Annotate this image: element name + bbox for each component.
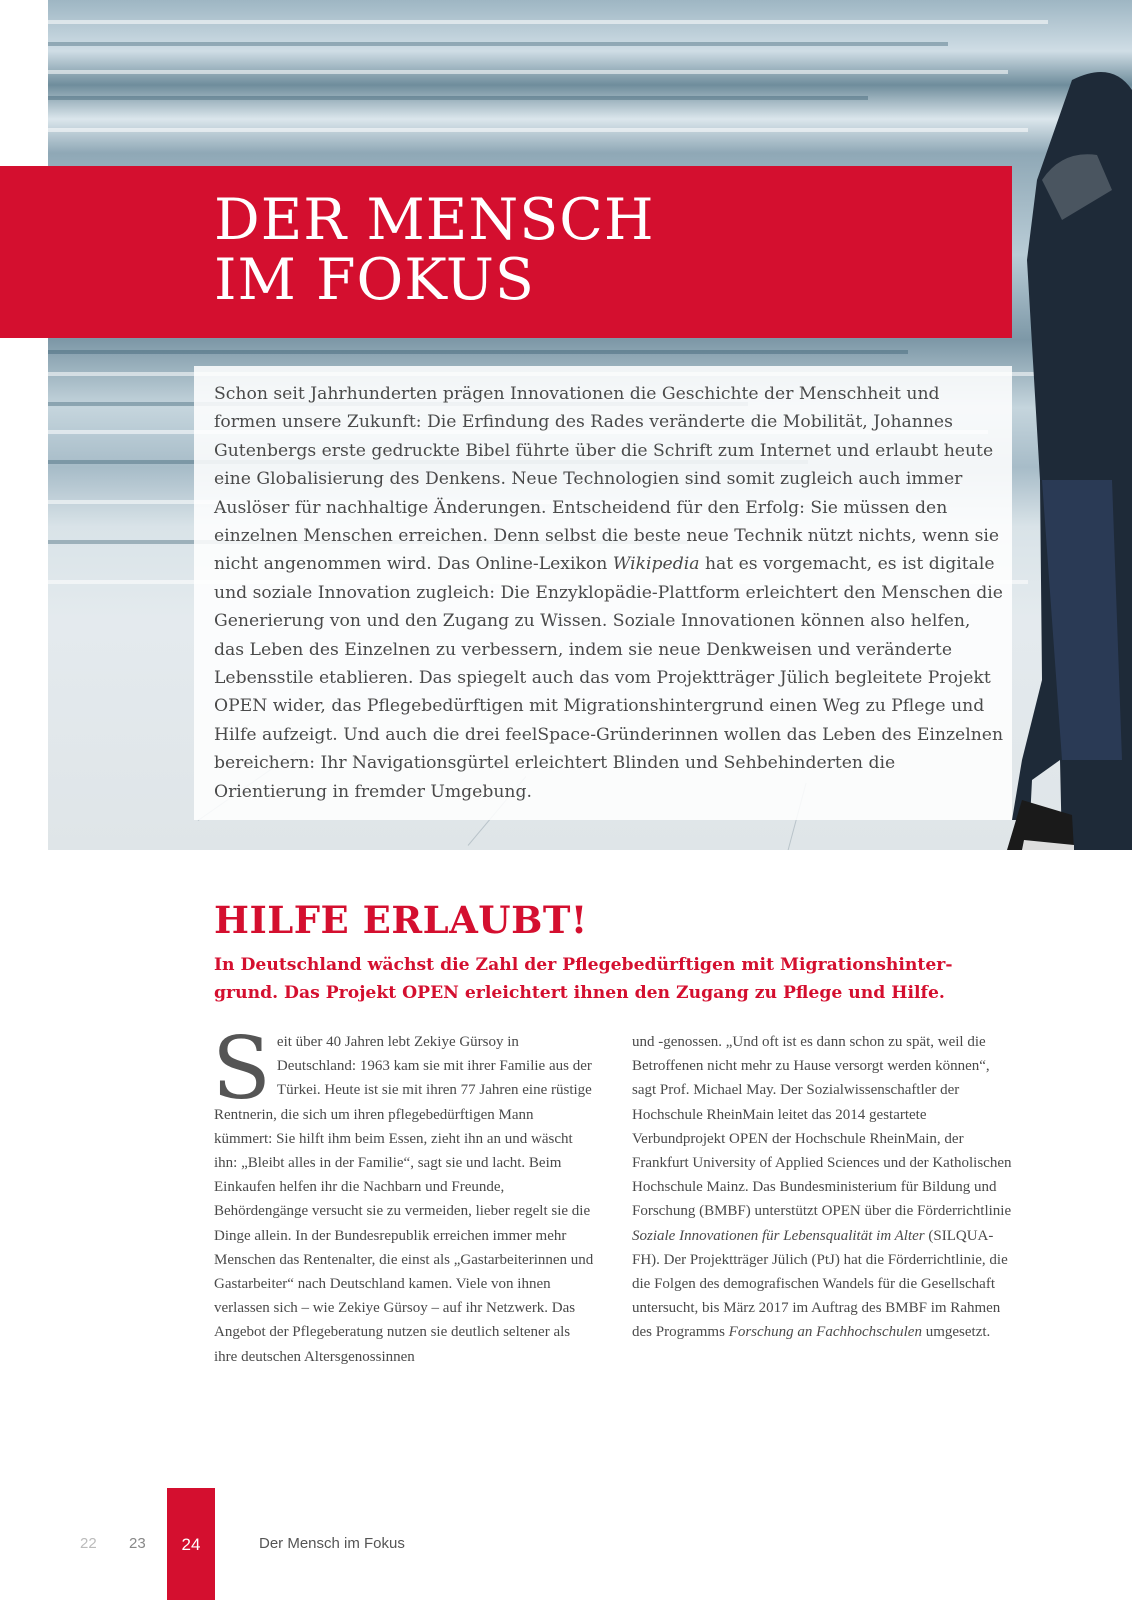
- motion-streak: [48, 70, 1008, 74]
- title-line-1: DER MENSCH: [214, 187, 655, 253]
- body-column-left: [212, 1019, 594, 1369]
- lead-line-1: In Deutschland wächst die Zahl der Pflegebedürftigen mit Migrationshinter-: [214, 955, 953, 975]
- body-italic-program: Forschung an Fachhochschulen: [728, 1324, 922, 1341]
- page-number-23[interactable]: 23: [129, 1535, 146, 1552]
- page-number-24: 24: [181, 1535, 201, 1554]
- page-number-22[interactable]: 22: [80, 1535, 97, 1552]
- article-title: HILFE ERLAUBT!: [214, 898, 588, 942]
- body-text-part: umgesetzt.: [921, 1324, 991, 1341]
- lead-line-2: grund. Das Projekt OPEN erleichtert ihnen den Zugang zu Pflege und Hilfe.: [214, 983, 945, 1003]
- page-number-current: [167, 1488, 215, 1600]
- running-head: Der Mensch im Fokus: [259, 1535, 405, 1552]
- intro-paragraph: [214, 380, 1004, 806]
- motion-streak: [48, 20, 1048, 24]
- title-line-2: IM FOKUS: [214, 247, 535, 313]
- person-silhouette: [1002, 60, 1132, 850]
- page-title: [214, 187, 655, 313]
- body-text-part: (SILQUA-FH). Der Projektträger Jülich (PtJ) hat die Förderrichtlinie, die die Folgen des demografischen Wandels für die Gesellschaft untersucht, bis März 2017 im Auftrag des BMBF im Rahmen des Programms: [632, 1227, 1008, 1341]
- body-text-left: eit über 40 Jahren lebt Zekiye Gürsoy in Deutschland: 1963 kam sie mit ihrer Familie aus der Türkei. Heute ist sie mit ihren 77 Jahren eine rüstige Rentnerin, die sich um ihren pflegebedürftigen Mann kümmert: Sie hilft ihm beim Essen, zieht ihn an und wäscht ihn: „Bleibt alles in der Familie“, sagt sie und lacht. Beim Einkaufen helfen ihr die Nachbarn und Freunde, Behördengänge versucht sie zu vermeiden, lieber regelt sie die Dinge allein. In der Bundesrepublik erreichen immer mehr Menschen das Rentenalter, die einst als „Gastarbeiterinnen und Gastarbeiter“ nach Deutschland kamen. Viele von ihnen verlassen sich – wie Zekiye Gürsoy – auf ihr Netzwerk. Das Angebot der Pflegeberatung nutzen sie deutlich seltener als ihre deutschen Altersgenossinnen: [214, 1034, 594, 1365]
- intro-text-part: Schon seit Jahrhunderten prägen Innovationen die Geschichte der Menschheit und formen unsere Zukunft: Die Erfindung des Rades veränderte die Mobilität, Johannes Gutenbergs erste gedruckte Bibel führte über die Schrift zum Internet und erlaubt heute eine Globalisierung des Denkens. Neue Technologien sind somit zugleich auch immer Auslöser für nachhaltige Änderungen. Entscheidend für den Erfolg: Sie müssen den einzelnen Menschen erreichen. Denn selbst die beste neue Technik nützt nichts, wenn sie nicht angenommen wird. Das Online-Lexikon: [214, 384, 1000, 575]
- drop-cap: S: [212, 1019, 271, 1119]
- motion-streak: [48, 96, 868, 100]
- motion-streak: [48, 128, 1028, 132]
- body-column-right: [632, 1030, 1014, 1345]
- intro-text-part: hat es vorgemacht, es ist digitale und soziale Innovation zugleich: Die Enzyklopädie-Plattform erleichtert den Menschen die Generierung von und den Zugang zu Wissen. Soziale Innovationen können also helfen, das Leben des Einzelnen zu verbessern, indem sie neue Denkweisen und veränderte Lebensstile etablieren. Das spiegelt auch das vom Projektträger Jülich begleitete Projekt OPEN wider, das Pflegebedürftigen mit Migrationshintergrund einen Weg zu Pflege und Hilfe aufzeigt. Und auch die drei feelSpace-Gründerinnen wollen das Leben des Einzelnen bereichern: Ihr Navigationsgürtel erleichtert Blinden und Sehbehinderten die Orientierung in fremder Umgebung.: [214, 554, 1004, 802]
- body-text-part: und -genossen. „Und oft ist es dann schon zu spät, weil die Betroffenen nicht mehr zu Hause versorgt werden können“, sagt Prof. Michael May. Der Sozialwissenschaftler der Hochschule RheinMain leitet das 2014 gestartete Verbundprojekt OPEN der Hochschule RheinMain, der Frankfurt University of Applied Sciences und der Katholischen Hochschule Mainz. Das Bundesministerium für Bildung und Forschung (BMBF) unterstützt OPEN über die Förderrichtlinie: [632, 1034, 1012, 1220]
- motion-streak: [48, 350, 908, 354]
- intro-italic-wikipedia: Wikipedia: [612, 554, 700, 575]
- article-lead: [214, 951, 1014, 1007]
- body-italic-silqua: Soziale Innovationen für Lebensqualität im Alter: [632, 1227, 925, 1244]
- motion-streak: [48, 42, 948, 46]
